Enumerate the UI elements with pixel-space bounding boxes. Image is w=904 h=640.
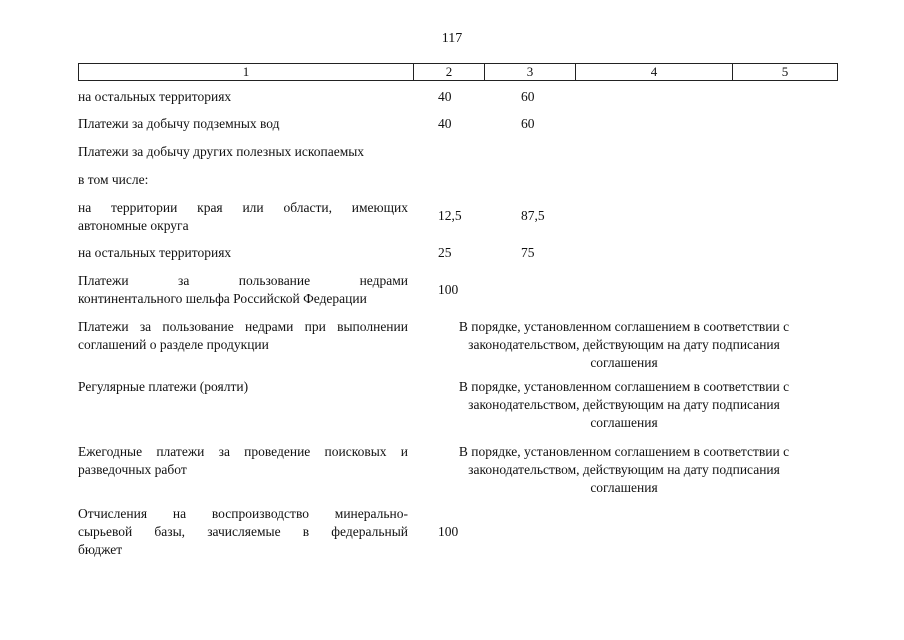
page-number: 117 <box>441 31 463 46</box>
row-label: на остальных территориях <box>78 89 232 104</box>
header-cell-4: 4 <box>576 64 733 80</box>
merged-cell-line: соглашения <box>590 415 658 430</box>
merged-cell <box>438 443 810 497</box>
row-label <box>78 272 408 308</box>
row-label: Регулярные платежи (роялти) <box>78 379 249 394</box>
merged-cell <box>438 318 810 372</box>
col3-value: 60 <box>521 89 535 104</box>
row-label <box>78 318 408 354</box>
col3-value: 60 <box>521 116 535 131</box>
merged-cell-line: В порядке, установленном соглашением в соответствии с <box>458 319 790 334</box>
merged-cell-line: соглашения <box>590 480 658 495</box>
row-label: в том числе: <box>78 172 149 187</box>
merged-cell-line: В порядке, установленном соглашением в соответствии с <box>458 379 790 394</box>
col2-value: 40 <box>438 89 452 104</box>
merged-cell-line: соглашения <box>590 355 658 370</box>
row-label <box>78 199 408 235</box>
row-label: Платежи за добычу подземных вод <box>78 116 280 131</box>
row-label-line: разведочных работ <box>78 462 187 477</box>
col2-value: 100 <box>438 282 459 297</box>
row-label-line: континентального шельфа Российской Федерации <box>78 291 367 306</box>
row-label-line: бюджет <box>78 542 123 557</box>
header-cell-2: 2 <box>414 64 485 80</box>
table-header-row <box>78 63 838 81</box>
merged-cell-line: законодательством, действующим на дату подписания <box>468 397 780 412</box>
col2-value: 100 <box>438 524 459 539</box>
header-cell-3: 3 <box>485 64 576 80</box>
col2-value: 25 <box>438 245 452 260</box>
merged-cell-line: В порядке, установленном соглашением в соответствии с <box>458 444 790 459</box>
row-label-line: автономные округа <box>78 218 189 233</box>
header-cell-5: 5 <box>781 64 789 79</box>
col2-value: 40 <box>438 116 452 131</box>
header-cell-1: 1 <box>79 64 414 80</box>
row-label-line: Платежи за пользование недрами <box>78 273 408 288</box>
row-label-line: Ежегодные платежи за проведение поисковых и <box>78 444 408 459</box>
row-label-line: на территории края или области, имеющих <box>78 200 408 215</box>
row-label: на остальных территориях <box>78 245 232 260</box>
merged-cell-line: законодательством, действующим на дату подписания <box>468 462 780 477</box>
row-label <box>78 443 408 479</box>
row-label-line: сырьевой базы, зачисляемые в федеральный <box>78 524 408 539</box>
row-label <box>78 505 408 559</box>
merged-cell <box>438 378 810 432</box>
col3-value: 87,5 <box>521 208 545 223</box>
col3-value: 75 <box>521 245 535 260</box>
col2-value: 12,5 <box>438 208 462 223</box>
row-label-line: Платежи за пользование недрами при выполнении <box>78 319 408 334</box>
row-label-line: соглашений о разделе продукции <box>78 337 269 352</box>
merged-cell-line: законодательством, действующим на дату подписания <box>468 337 780 352</box>
row-label-line: Отчисления на воспроизводство минерально- <box>78 506 408 521</box>
row-label: Платежи за добычу других полезных ископаемых <box>78 144 365 159</box>
